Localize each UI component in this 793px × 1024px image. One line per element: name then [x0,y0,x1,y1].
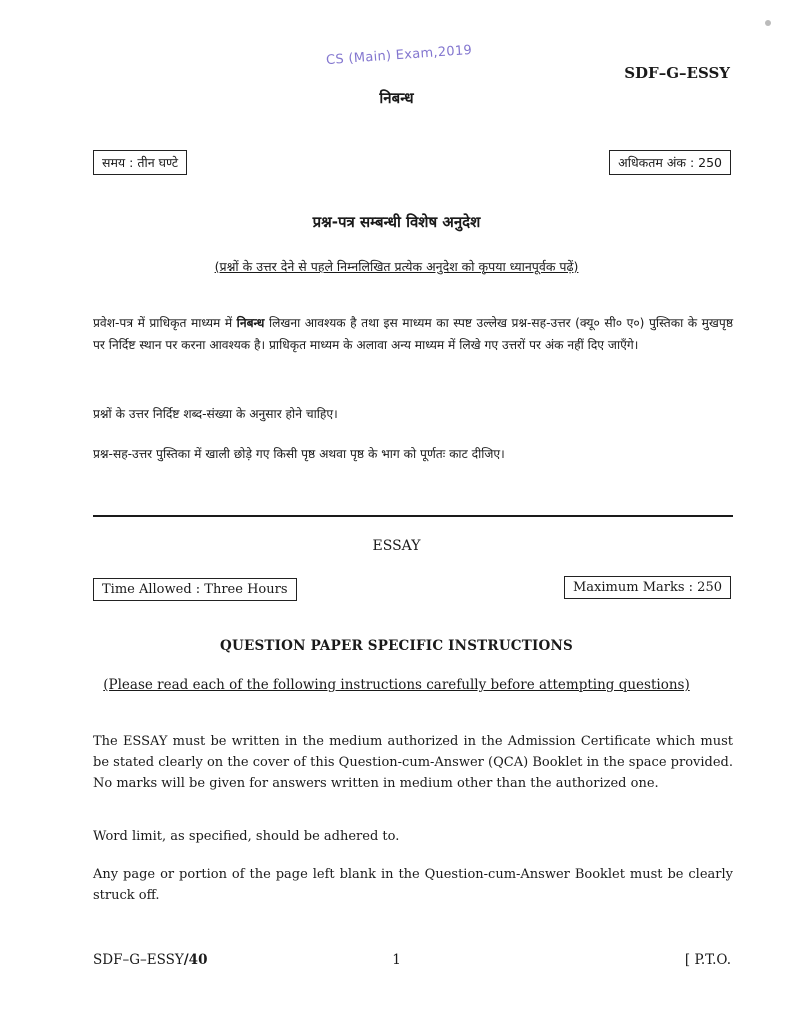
english-instruction-2: Word limit, as specified, should be adhered to. [93,829,400,844]
hindi-subheading-text: (प्रश्नों के उत्तर देने से पहले निम्नलिखित प्रत्येक अनुदेश को कृपया ध्यानपूर्वक पढ़ें) [214,259,579,274]
hindi-instructions-heading: प्रश्न-पत्र सम्बन्धी विशेष अनुदेश [312,213,481,231]
section-divider [93,515,733,517]
english-instruction-3: Any page or portion of the page left blank in the Question-cum-Answer Booklet must be clearly struck off. [93,867,733,903]
hindi-instructions-subheading [0,258,793,275]
hindi-p1-bold: निबन्ध [236,316,265,330]
hindi-p1-end: लिखना आवश्यक है तथा इस माध्यम का स्पष्ट उल्लेख प्रश्न-सह-उत्तर (क्यू० सी० ए०) पुस्तिका के मुखपृष्ठ पर निर्दिष्ट स्थान पर करना आवश्यक है। प्राधिकृत माध्यम के अलावा अन्य माध्यम में लिखे गए उत्तरों पर अंक नहीं दिए जाएँगे। [93,316,733,352]
hindi-p1-start: प्रवेश-पत्र में प्राधिकृत माध्यम में [93,316,237,330]
english-paper-title: ESSAY [372,538,421,554]
hindi-paper-title: निबन्ध [379,89,414,107]
footer-code-suffix: /40 [183,952,208,968]
hindi-instruction-2: प्रश्नों के उत्तर निर्दिष्ट शब्द-संख्या के अनुसार होने चाहिए। [93,407,338,421]
english-instructions-subheading [0,677,793,693]
english-time-box: Time Allowed : Three Hours [93,578,297,601]
exam-stamp: CS (Main) Exam,2019 [325,42,473,69]
page-number: 1 [392,952,401,968]
hindi-instruction-1 [93,312,733,356]
english-instruction-1: The ESSAY must be written in the medium authorized in the Admission Certificate which must be stated clearly on the cover of this Question-cum-Answer (QCA) Booklet in the space provided. No marks will be given for answers written in medium other than the authorized one. [93,734,733,791]
pto-label: [ P.T.O. [684,952,731,968]
hindi-time-box: समय : तीन घण्टे [93,150,187,175]
footer-code-prefix: SDF–G–ESSY [93,952,184,968]
scan-dot [765,20,771,26]
english-instructions-heading: QUESTION PAPER SPECIFIC INSTRUCTIONS [220,638,573,654]
hindi-marks-box: अधिकतम अंक : 250 [609,150,731,175]
paper-code: SDF–G–ESSY [624,64,730,82]
english-marks-box: Maximum Marks : 250 [564,576,731,599]
english-subheading-text: (Please read each of the following instructions carefully before attempting questions) [103,677,690,693]
hindi-instruction-3: प्रश्न-सह-उत्तर पुस्तिका में खाली छोड़े गए किसी पृष्ठ अथवा पृष्ठ के भाग को पूर्णतः काट दीजिए। [93,447,505,461]
